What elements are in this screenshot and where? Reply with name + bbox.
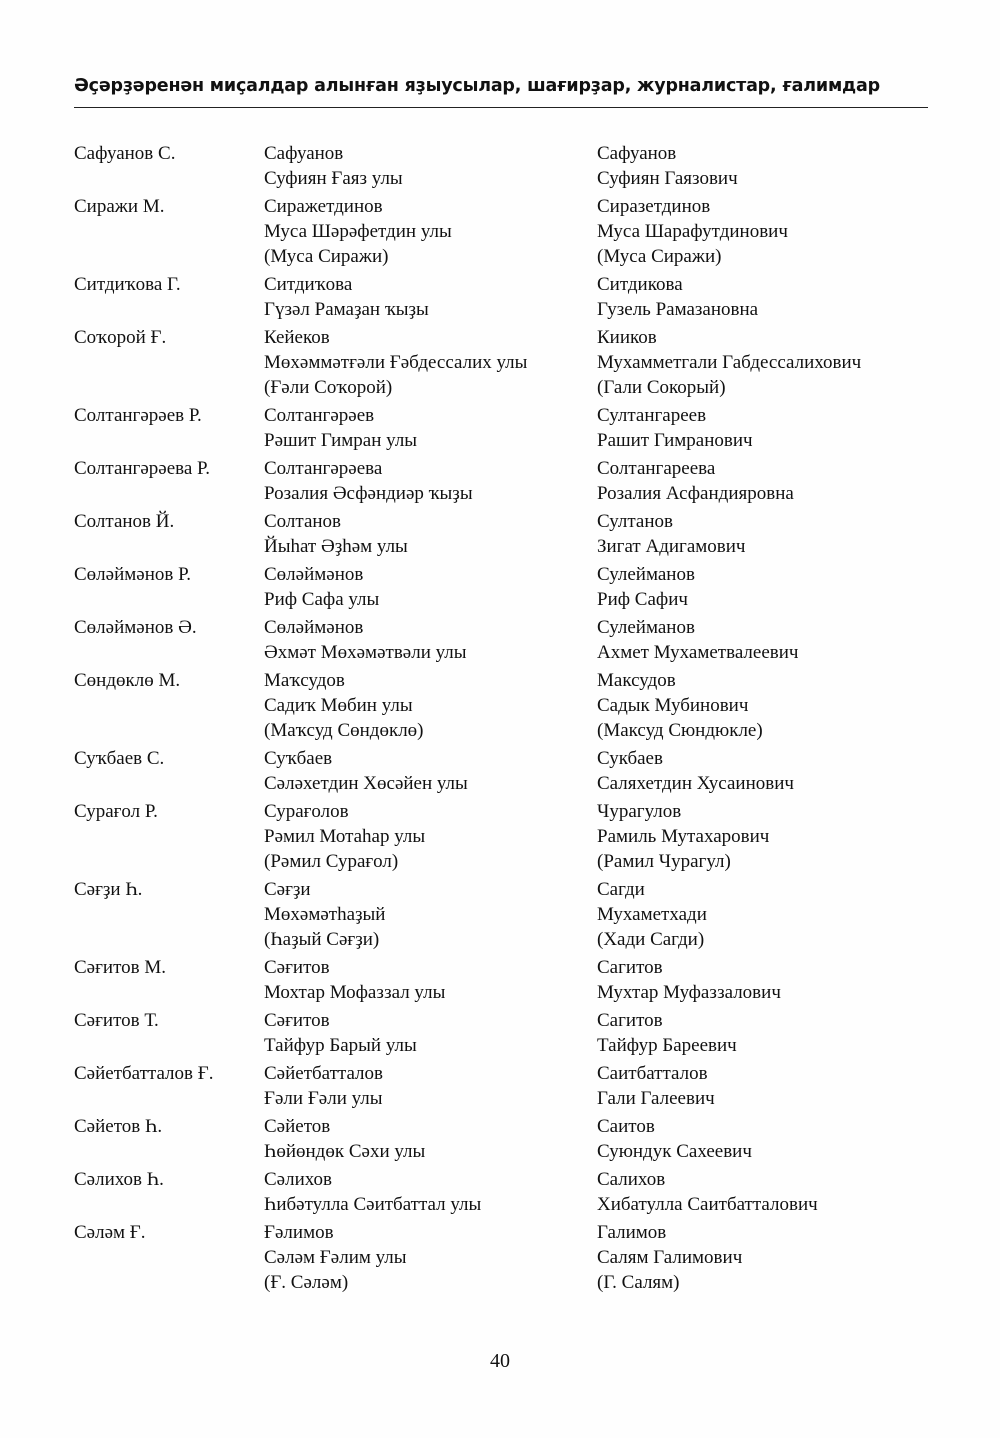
bashkir-name-line: Рәмил Мотаһар улы bbox=[264, 826, 426, 847]
bashkir-name-line: (Маҡсуд Сөндөклө) bbox=[264, 720, 424, 741]
name-entry bbox=[74, 746, 934, 796]
russian-full-name-column bbox=[597, 456, 934, 506]
name-entry bbox=[74, 668, 934, 743]
bashkir-name-line: Солтангәрәев bbox=[264, 405, 375, 426]
bashkir-full-name-column bbox=[264, 403, 597, 453]
russian-name-line: Ситдикова bbox=[597, 274, 683, 295]
russian-full-name-column bbox=[597, 562, 934, 612]
short-name-column bbox=[74, 403, 264, 453]
bashkir-full-name-column bbox=[264, 1061, 597, 1111]
name-entry bbox=[74, 799, 934, 874]
short-name-column bbox=[74, 746, 264, 796]
name-entry bbox=[74, 141, 934, 191]
name-entry bbox=[74, 1061, 934, 1111]
russian-name-line: Максудов bbox=[597, 670, 676, 691]
russian-name-line: Гали Галеевич bbox=[597, 1088, 715, 1109]
russian-full-name-column bbox=[597, 615, 934, 665]
bashkir-name-line: Муса Шәрәфетдин улы bbox=[264, 221, 452, 242]
russian-full-name-column bbox=[597, 955, 934, 1005]
russian-name-line: (Гали Сокорый) bbox=[597, 377, 726, 398]
short-name: Ситдиҡова Г. bbox=[74, 274, 181, 295]
russian-name-line: Султангареев bbox=[597, 405, 707, 426]
bashkir-name-line: Тайфур Барый улы bbox=[264, 1035, 417, 1056]
russian-full-name-column bbox=[597, 799, 934, 874]
page-number: 40 bbox=[490, 1350, 510, 1372]
russian-name-line: Сиразетдинов bbox=[597, 196, 711, 217]
bashkir-name-line: (Рәмил Сурағол) bbox=[264, 851, 399, 872]
russian-name-line: Муса Шарафутдинович bbox=[597, 221, 788, 242]
bashkir-name-line: Сәғитов bbox=[264, 957, 330, 978]
name-entry bbox=[74, 877, 934, 952]
russian-name-line: Мухамметгали Габдессалихович bbox=[597, 352, 862, 373]
short-name: Суҡбаев С. bbox=[74, 748, 165, 769]
bashkir-full-name-column bbox=[264, 562, 597, 612]
bashkir-full-name-column bbox=[264, 1167, 597, 1217]
name-entry bbox=[74, 1008, 934, 1058]
bashkir-name-line: Солтангәрәева bbox=[264, 458, 383, 479]
bashkir-name-line: Сурағолов bbox=[264, 801, 349, 822]
name-entry bbox=[74, 272, 934, 322]
bashkir-name-line: Кейеков bbox=[264, 327, 330, 348]
name-entry bbox=[74, 1220, 934, 1295]
bashkir-name-line: (Ғ. Сәләм) bbox=[264, 1272, 349, 1293]
short-name-column bbox=[74, 562, 264, 612]
russian-name-line: Султанов bbox=[597, 511, 673, 532]
bashkir-name-line: Йыһат Әҙһәм улы bbox=[264, 536, 408, 557]
bashkir-full-name-column bbox=[264, 456, 597, 506]
russian-full-name-column bbox=[597, 877, 934, 952]
russian-name-line: Розалия Асфандияровна bbox=[597, 483, 794, 504]
russian-full-name-column bbox=[597, 325, 934, 400]
short-name-column bbox=[74, 272, 264, 322]
bashkir-name-line: Сиражетдинов bbox=[264, 196, 383, 217]
short-name: Сиражи М. bbox=[74, 196, 165, 217]
page-header-title: Әҫәрҙәренән миҫалдар алынған яҙыусылар, шағирҙар, журналистар, ғалимдар bbox=[74, 76, 880, 96]
short-name-column bbox=[74, 1114, 264, 1164]
russian-full-name-column bbox=[597, 1008, 934, 1058]
bashkir-name-line: Мохтар Мофаззал улы bbox=[264, 982, 446, 1003]
russian-full-name-column bbox=[597, 668, 934, 743]
short-name-column bbox=[74, 509, 264, 559]
bashkir-name-line: Сәләхетдин Хөсәйен улы bbox=[264, 773, 468, 794]
bashkir-name-line: (Муса Сиражи) bbox=[264, 246, 389, 267]
bashkir-name-line: Сафуанов bbox=[264, 143, 344, 164]
name-entry bbox=[74, 1114, 934, 1164]
russian-name-line: Галимов bbox=[597, 1222, 667, 1243]
russian-name-line: (Г. Салям) bbox=[597, 1272, 680, 1293]
bashkir-name-line: Суфиян Ғаяз улы bbox=[264, 168, 403, 189]
short-name-column bbox=[74, 1167, 264, 1217]
russian-name-line: Сулейманов bbox=[597, 617, 695, 638]
short-name: Сөләймәнов Р. bbox=[74, 564, 192, 585]
bashkir-name-line: Сәлихов bbox=[264, 1169, 333, 1190]
bashkir-full-name-column bbox=[264, 141, 597, 191]
name-entry bbox=[74, 194, 934, 269]
russian-name-line: (Максуд Сюндюкле) bbox=[597, 720, 763, 741]
russian-name-line: (Хади Сагди) bbox=[597, 929, 705, 950]
name-entry bbox=[74, 403, 934, 453]
bashkir-name-line: Рәшит Гимран улы bbox=[264, 430, 418, 451]
russian-name-line: Сулейманов bbox=[597, 564, 695, 585]
bashkir-full-name-column bbox=[264, 746, 597, 796]
short-name: Сурағол Р. bbox=[74, 801, 158, 822]
russian-name-line: Сагитов bbox=[597, 1010, 663, 1031]
bashkir-name-line: Сәләм Ғәлим улы bbox=[264, 1247, 407, 1268]
russian-full-name-column bbox=[597, 1220, 934, 1295]
bashkir-name-line: Риф Сафа улы bbox=[264, 589, 380, 610]
short-name: Солтангәрәев Р. bbox=[74, 405, 202, 426]
russian-name-line: Саляхетдин Хусаинович bbox=[597, 773, 794, 794]
name-entry bbox=[74, 615, 934, 665]
bashkir-name-line: Ғәли Ғәли улы bbox=[264, 1088, 383, 1109]
name-entry bbox=[74, 456, 934, 506]
short-name: Сәғитов М. bbox=[74, 957, 166, 978]
header-divider bbox=[74, 107, 928, 108]
russian-full-name-column bbox=[597, 509, 934, 559]
russian-name-line: Сагди bbox=[597, 879, 645, 900]
russian-name-line: Суфиян Гаязович bbox=[597, 168, 738, 189]
bashkir-full-name-column bbox=[264, 877, 597, 952]
russian-name-line: Салихов bbox=[597, 1169, 666, 1190]
name-entry bbox=[74, 562, 934, 612]
bashkir-name-line: Сәғитов bbox=[264, 1010, 330, 1031]
bashkir-name-line: Һибәтулла Сәитбаттал улы bbox=[264, 1194, 482, 1215]
short-name: Сәйетов Һ. bbox=[74, 1116, 163, 1137]
bashkir-full-name-column bbox=[264, 1114, 597, 1164]
bashkir-full-name-column bbox=[264, 955, 597, 1005]
short-name: Сафуанов С. bbox=[74, 143, 176, 164]
bashkir-name-line: Сөләймәнов bbox=[264, 564, 364, 585]
bashkir-name-line: Ғәлимов bbox=[264, 1222, 334, 1243]
russian-full-name-column bbox=[597, 746, 934, 796]
bashkir-name-line: Сөләймәнов bbox=[264, 617, 364, 638]
russian-name-line: Мухтар Муфаззалович bbox=[597, 982, 781, 1003]
russian-name-line: Салям Галимович bbox=[597, 1247, 743, 1268]
bashkir-full-name-column bbox=[264, 325, 597, 400]
russian-name-line: Солтангареева bbox=[597, 458, 716, 479]
russian-name-line: Чурагулов bbox=[597, 801, 682, 822]
bashkir-full-name-column bbox=[264, 1008, 597, 1058]
bashkir-full-name-column bbox=[264, 272, 597, 322]
russian-name-line: Саитбатталов bbox=[597, 1063, 708, 1084]
russian-name-line: Тайфур Бареевич bbox=[597, 1035, 737, 1056]
bashkir-full-name-column bbox=[264, 615, 597, 665]
short-name-column bbox=[74, 615, 264, 665]
bashkir-name-line: Сәйетбатталов bbox=[264, 1063, 384, 1084]
short-name: Соҡорой Ғ. bbox=[74, 327, 167, 348]
short-name: Сөндөклө М. bbox=[74, 670, 181, 691]
bashkir-name-line: Әхмәт Мөхәмәтвәли улы bbox=[264, 642, 467, 663]
short-name-column bbox=[74, 325, 264, 400]
name-entry bbox=[74, 509, 934, 559]
russian-full-name-column bbox=[597, 1167, 934, 1217]
bashkir-name-line: Розалия Әсфәндиәр ҡыҙы bbox=[264, 483, 473, 504]
bashkir-name-line: (Һаҙый Сәғҙи) bbox=[264, 929, 380, 950]
name-entry bbox=[74, 1167, 934, 1217]
short-name: Сөләймәнов Ә. bbox=[74, 617, 197, 638]
bashkir-name-line: Садиҡ Мөбин улы bbox=[264, 695, 413, 716]
russian-name-line: Риф Сафич bbox=[597, 589, 688, 610]
short-name-column bbox=[74, 955, 264, 1005]
short-name-column bbox=[74, 668, 264, 743]
short-name-column bbox=[74, 456, 264, 506]
short-name: Солтангәрәева Р. bbox=[74, 458, 210, 479]
bashkir-full-name-column bbox=[264, 509, 597, 559]
russian-full-name-column bbox=[597, 272, 934, 322]
bashkir-name-line: Сәйетов bbox=[264, 1116, 331, 1137]
bashkir-name-line: Ситдиҡова bbox=[264, 274, 353, 295]
short-name: Сәғҙи Һ. bbox=[74, 879, 143, 900]
russian-name-line: Садык Мубинович bbox=[597, 695, 749, 716]
bashkir-name-line: Маҡсудов bbox=[264, 670, 345, 691]
russian-full-name-column bbox=[597, 141, 934, 191]
bashkir-name-line: Солтанов bbox=[264, 511, 342, 532]
russian-name-line: Рашит Гимранович bbox=[597, 430, 753, 451]
russian-name-line: Сафуанов bbox=[597, 143, 677, 164]
russian-name-line: Сукбаев bbox=[597, 748, 663, 769]
russian-name-line: (Рамил Чурагул) bbox=[597, 851, 731, 872]
short-name: Сәғитов Т. bbox=[74, 1010, 159, 1031]
russian-full-name-column bbox=[597, 1114, 934, 1164]
short-name-column bbox=[74, 1061, 264, 1111]
russian-name-line: Зигат Адигамович bbox=[597, 536, 746, 557]
bashkir-full-name-column bbox=[264, 799, 597, 874]
bashkir-name-line: Сәғҙи bbox=[264, 879, 311, 900]
russian-name-line: Хибатулла Саитбатталович bbox=[597, 1194, 818, 1215]
russian-full-name-column bbox=[597, 403, 934, 453]
name-entry bbox=[74, 325, 934, 400]
name-entry bbox=[74, 955, 934, 1005]
bashkir-name-line: Мөхәммәтғәли Ғәбдессалих улы bbox=[264, 352, 528, 373]
russian-full-name-column bbox=[597, 194, 934, 269]
russian-name-line: Мухаметхади bbox=[597, 904, 707, 925]
bashkir-full-name-column bbox=[264, 668, 597, 743]
bashkir-full-name-column bbox=[264, 194, 597, 269]
bashkir-name-line: Мөхәмәтһаҙый bbox=[264, 904, 386, 925]
russian-full-name-column bbox=[597, 1061, 934, 1111]
russian-name-line: Сагитов bbox=[597, 957, 663, 978]
bashkir-full-name-column bbox=[264, 1220, 597, 1295]
short-name: Сәлихов Һ. bbox=[74, 1169, 164, 1190]
russian-name-line: Ахмет Мухаметвалеевич bbox=[597, 642, 799, 663]
short-name: Солтанов Й. bbox=[74, 511, 175, 532]
short-name-column bbox=[74, 799, 264, 874]
russian-name-line: Гузель Рамазановна bbox=[597, 299, 759, 320]
russian-name-line: (Муса Сиражи) bbox=[597, 246, 722, 267]
bashkir-name-line: Һөйөндөк Сәхи улы bbox=[264, 1141, 426, 1162]
russian-name-line: Кииков bbox=[597, 327, 657, 348]
bashkir-name-line: (Ғәли Соҡорой) bbox=[264, 377, 393, 398]
short-name-column bbox=[74, 1220, 264, 1295]
name-entries-table bbox=[74, 141, 934, 1298]
short-name-column bbox=[74, 1008, 264, 1058]
short-name: Сәйетбатталов Ғ. bbox=[74, 1063, 214, 1084]
bashkir-name-line: Гүзәл Рамаҙан ҡыҙы bbox=[264, 299, 429, 320]
russian-name-line: Саитов bbox=[597, 1116, 655, 1137]
russian-name-line: Рамиль Мутахарович bbox=[597, 826, 770, 847]
short-name: Сәләм Ғ. bbox=[74, 1222, 146, 1243]
russian-name-line: Суюндук Сахеевич bbox=[597, 1141, 752, 1162]
short-name-column bbox=[74, 877, 264, 952]
bashkir-name-line: Суҡбаев bbox=[264, 748, 333, 769]
short-name-column bbox=[74, 194, 264, 269]
short-name-column bbox=[74, 141, 264, 191]
